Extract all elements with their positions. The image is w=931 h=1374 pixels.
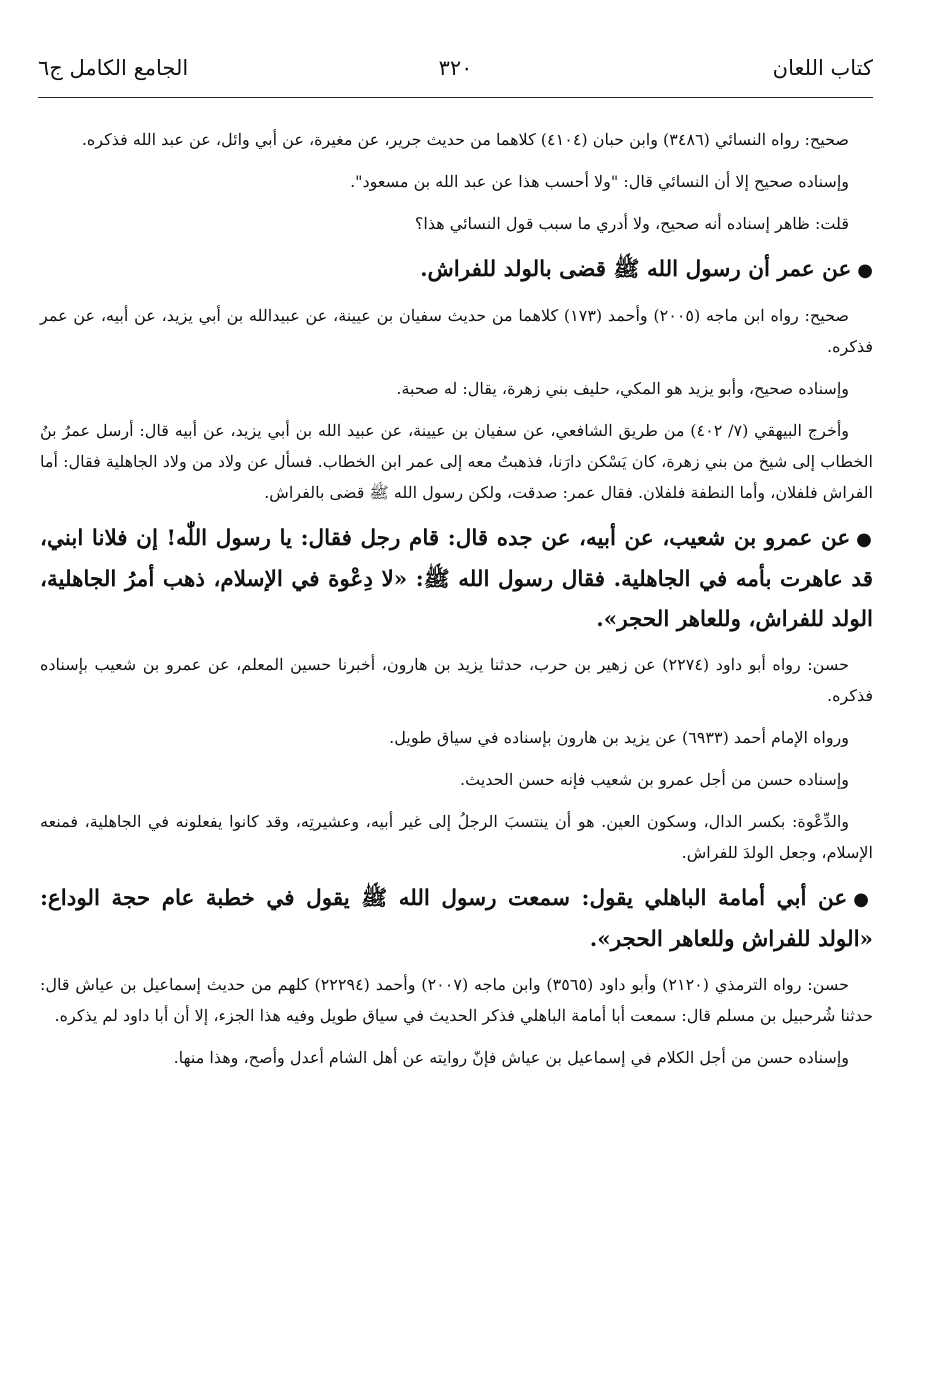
paragraph-text: وإسناده صحيح، وأبو يزيد هو المكي، حليف بني زهرة، يقال: له صحبة. (396, 379, 849, 398)
book-title: كتاب اللعان (772, 56, 873, 80)
hadith-content: عن عمرو بن شعيب، عن أبيه، عن جده قال: قام رجل فقال: يا رسول اللّٰه! إن فلانا ابني، قد عاهرت بأمه في الجاهلية. فقال رسول الله ﷺ: «لا دِعْوة في الإسلام، ذهب أمرُ الجاهلية، الولد للفراش، وللعاهر الحجر». (40, 526, 873, 632)
hadith-text (40, 250, 873, 291)
page-number: ٣٢٠ (438, 56, 473, 80)
paragraph-text: حسن: رواه الترمذي (٢١٢٠) وأبو داود (٣٥٦٥) وابن ماجه (٢٠٠٧) وأحمد (٢٢٢٩٤) كلهم من حديث إسماعيل بن عياش قال: حدثنا شُرحبيل بن مسلم قال: سمعت أبا أمامة الباهلي فذكر الحديث في سياق طويل وفيه هذا الجزء، إلا أن أبا داود لم يذكره. (40, 975, 873, 1025)
commentary-paragraph (40, 722, 873, 753)
commentary-paragraph (40, 1042, 873, 1073)
paragraph-text: ورواه الإمام أحمد (٦٩٣٣) عن يزيد بن هارون بإسناده في سياق طويل. (389, 728, 849, 747)
header-divider (38, 97, 873, 98)
commentary-paragraph (40, 373, 873, 404)
bullet-icon: ● (856, 529, 873, 550)
paragraph-text: وإسناده حسن من أجل الكلام في إسماعيل بن عياش فإنّ روايته عن أهل الشام أعدل وأصح، وهذا منها. (173, 1048, 849, 1067)
hadith-text (40, 519, 873, 640)
paragraph-text: وإسناده صحيح إلا أن النسائي قال: "ولا أحسب هذا عن عبد الله بن مسعود". (350, 172, 849, 191)
takhrij-paragraph (40, 649, 873, 711)
paragraph-text: صحيح: رواه ابن ماجه (٢٠٠٥) وأحمد (١٧٣) كلاهما من حديث سفيان بن عيينة، عن عبيدالله بن أبي يزيد، عن أبيه، عن عمر فذكره. (40, 306, 873, 356)
bullet-icon: ● (853, 889, 873, 910)
paragraph-text: حسن: رواه أبو داود (٢٢٧٤) عن زهير بن حرب، حدثنا يزيد بن هارون، أخبرنا حسين المعلم، عن عمرو بن شعيب بإسناده فذكره. (40, 655, 873, 705)
series-title: الجامع الكامل ج٦ (38, 56, 189, 80)
hadith-content: عن عمر أن رسول الله ﷺ قضى بالولد للفراش. (420, 257, 852, 282)
bullet-icon: ● (857, 260, 873, 281)
paragraph-text: قلت: ظاهر إسناده أنه صحيح، ولا أدري ما سبب قول النسائي هذا؟ (414, 214, 849, 233)
page-body (40, 124, 873, 1084)
takhrij-paragraph (40, 124, 873, 155)
commentary-paragraph (40, 806, 873, 868)
takhrij-paragraph (40, 300, 873, 362)
paragraph-text: صحيح: رواه النسائي (٣٤٨٦) وابن حبان (٤١٠٤) كلاهما من حديث جرير، عن مغيرة، عن أبي وائل، عن عبد الله فذكره. (81, 130, 849, 149)
paragraph-text: والدِّعْوة: بكسر الدال، وسكون العين. هو أن ينتسبَ الرجلُ إلى غير أبيه، وعشيرتِه، وقد كانوا يفعلونه في الجاهلية، فمنعه الإسلام، وجعل الولدَ للفراش. (40, 812, 873, 862)
paragraph-text: وإسناده حسن من أجل عمرو بن شعيب فإنه حسن الحديث. (460, 770, 849, 789)
hadith-text (40, 879, 873, 960)
paragraph-text: وأخرج البيهقي (٧/ ٤٠٢) من طريق الشافعي، عن سفيان بن عيينة، عن عبيد الله بن أبي يزيد، عن أبيه قال: أرسل عمرُ بنُ الخطاب إلى شيخ من بني زهرة، كان يَسْكن دارَنا، فذهبتُ معه إلى عمر ابن الخطاب. فسأل عن ولاد من ولاد الجاهلية فقال: أما الفراش فلفلان، وأما النطفة فلفلان. فقال عمر: صدقت، ولكن رسول الله ﷺ قضى بالفراش. (40, 421, 873, 502)
commentary-paragraph (40, 208, 873, 239)
commentary-paragraph (40, 764, 873, 795)
commentary-paragraph (40, 415, 873, 508)
hadith-content: عن أبي أمامة الباهلي يقول: سمعت رسول الله ﷺ يقول في خطبة عام حجة الوداع: «الولد للفراش وللعاهر الحجر». (40, 886, 873, 952)
commentary-paragraph (40, 166, 873, 197)
takhrij-paragraph (40, 969, 873, 1031)
page-header (38, 56, 873, 96)
